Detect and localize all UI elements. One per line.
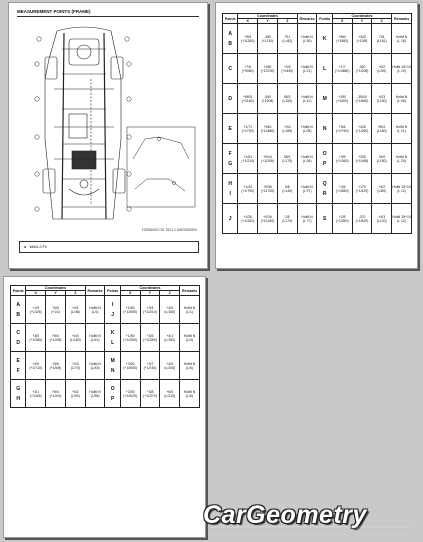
- coordinates-table: [10, 285, 200, 408]
- table-row: [11, 380, 200, 408]
- coord-y-cell: +0/36 (+11260): [258, 204, 278, 234]
- coord-z-cell: 2/5 (L170): [277, 204, 297, 234]
- point-marker-icon: G: [16, 385, 21, 392]
- coord-x-cell: +1/44 (+1/790): [238, 174, 258, 204]
- point-marker-cell: [105, 296, 120, 324]
- point-marker-icon: B: [228, 40, 232, 47]
- point-marker-cell: [223, 84, 238, 114]
- table-row: [223, 84, 412, 114]
- table-row: [11, 352, 200, 380]
- coord-z-cell: +5/0 (L/210): [160, 380, 180, 408]
- point-marker-cell: [223, 144, 238, 174]
- coordinates-page-1: [215, 2, 418, 269]
- col-remarks: Remarks: [85, 286, 105, 296]
- coord-y-cell: -540 (+1208): [258, 84, 278, 114]
- coord-y-cell: +330 (+11/68): [352, 144, 372, 174]
- page-title: MEASUREMENT POINTS (FRAME): [17, 9, 91, 14]
- point-marker-icon: E: [228, 125, 232, 132]
- coord-x-cell: +1/61 (+1/210): [238, 144, 258, 174]
- col-coordinates: Coordinates: [26, 286, 85, 291]
- coord-z-cell: +4/0 (L/160): [160, 296, 180, 324]
- coord-z-cell: 791 (L181): [372, 24, 392, 54]
- col-z: Z: [372, 19, 392, 24]
- legend-arrow-icon: ◄: [23, 245, 27, 249]
- point-marker-icon: H: [228, 180, 232, 187]
- coord-y-cell: -350/0 (+1/560): [352, 84, 372, 114]
- col-points: Points: [317, 14, 332, 24]
- coord-y-cell: +3/8 (+1/2/70): [140, 380, 160, 408]
- point-marker-icon: A: [228, 30, 232, 37]
- coord-y-cell: +5/4 (+1/2/4): [46, 380, 66, 408]
- point-marker-icon: O: [322, 150, 327, 157]
- point-marker-icon: I: [229, 190, 231, 197]
- point-marker-icon: G: [228, 160, 233, 167]
- col-points: Points: [105, 286, 120, 296]
- coord-y-cell: +0/36 (+11700): [258, 174, 278, 204]
- point-marker-cell: [317, 24, 332, 54]
- point-marker-icon: I: [111, 301, 114, 308]
- coord-x-cell: +3/9 (+1/360): [332, 144, 352, 174]
- coord-y-cell: -480 (+1210): [258, 24, 278, 54]
- point-marker-icon: J: [111, 311, 115, 318]
- remarks-cell: Holfd 15+10 (L 10): [392, 54, 412, 84]
- point-marker-cell: [105, 352, 120, 380]
- remarks-cell: Holfd N (L 20): [392, 144, 412, 174]
- coord-x-cell: +1/26 (+1/262): [238, 204, 258, 234]
- point-marker-icon: N: [322, 125, 327, 132]
- col-points: Points: [11, 286, 26, 296]
- point-marker-icon: Q: [322, 180, 327, 187]
- coord-x-cell: +5/4 (+1/760): [332, 114, 352, 144]
- coord-x-cell: +960 (+1560): [332, 24, 352, 54]
- point-marker-icon: N: [110, 367, 115, 374]
- coord-z-cell: +0/3 (L150): [372, 84, 392, 114]
- point-marker-icon: D: [228, 95, 232, 102]
- coord-z-cell: 59/4 (L160): [372, 114, 392, 144]
- legend-box: [19, 241, 199, 253]
- coord-x-cell: +1/7 (+1/4880): [332, 54, 352, 84]
- coord-y-cell: +5/6 (+1/5/6): [46, 352, 66, 380]
- point-marker-icon: M: [110, 357, 115, 364]
- point-marker-cell: [105, 324, 120, 352]
- col-x: X: [26, 291, 46, 296]
- coord-x-cell: +3/1 (+1/4/4): [26, 380, 46, 408]
- col-y: Y: [352, 19, 372, 24]
- remarks-cell: Holfd N (L 01): [297, 54, 317, 84]
- table-row: [223, 174, 412, 204]
- table-row: [223, 24, 412, 54]
- point-marker-cell: [317, 144, 332, 174]
- coord-x-cell: +1/50 (+1/2/50): [120, 324, 140, 352]
- point-marker-icon: L: [323, 65, 327, 72]
- point-marker-icon: K: [110, 329, 115, 336]
- remarks-cell: Holfd N (L/1): [180, 296, 200, 324]
- remarks-cell: Holfd N (L 06): [297, 144, 317, 174]
- col-z: Z: [160, 291, 180, 296]
- coord-y-cell: +3/5 (+1/2/60): [140, 324, 160, 352]
- point-marker-icon: L: [111, 339, 115, 346]
- point-marker-icon: A: [16, 301, 20, 308]
- remarks-cell: Holfd N (L 41): [297, 84, 317, 114]
- coord-y-cell: +3/7 (+1/240): [140, 352, 160, 380]
- point-marker-icon: M: [322, 95, 327, 102]
- remarks-cell: Holfd N (L 21): [392, 114, 412, 144]
- point-marker-cell: [105, 380, 120, 408]
- coord-y-cell: +170 (+1/420): [352, 174, 372, 204]
- table-row: [11, 324, 200, 352]
- coord-z-cell: +4/2 (L/80): [372, 174, 392, 204]
- col-remarks: Remarks: [392, 14, 412, 24]
- coordinates-page-2: [3, 276, 206, 538]
- point-marker-cell: [317, 54, 332, 84]
- remarks-cell: Holfd N (L/55): [85, 380, 105, 408]
- coord-y-cell: -370 (+1/820): [352, 204, 372, 234]
- point-marker-icon: E: [16, 357, 20, 364]
- remarks-cell: Holfd N (L 05): [297, 114, 317, 144]
- coord-z-cell: +4/1 (L/46): [65, 296, 85, 324]
- col-coordinates: Coordinates: [120, 286, 179, 291]
- remarks-cell: Holfd N (L/6): [180, 352, 200, 380]
- point-marker-icon: O: [110, 385, 115, 392]
- point-marker-cell: [223, 174, 238, 204]
- remarks-cell: Holfd 15+10 (L 12): [392, 174, 412, 204]
- table-row: [223, 114, 412, 144]
- point-marker-icon: S: [322, 215, 327, 222]
- coord-z-cell: +0/4 (L/180): [65, 324, 85, 352]
- table-row: [223, 144, 412, 174]
- legend-text: Wa01-0 Fh: [29, 245, 47, 249]
- coord-y-cell: +480 (+13700): [258, 54, 278, 84]
- point-marker-cell: [11, 352, 26, 380]
- coord-z-cell: 791 (L=82): [277, 24, 297, 54]
- coord-z-cell: +4/3 (L120): [372, 204, 392, 234]
- title-divider: [17, 16, 199, 17]
- point-marker-icon: F: [16, 367, 20, 374]
- point-marker-icon: J: [228, 215, 232, 222]
- point-marker-icon: F: [228, 150, 232, 157]
- point-marker-cell: [223, 114, 238, 144]
- remarks-cell: Holfd N (L 66): [392, 84, 412, 114]
- coord-x-cell: +9/6 (+11260): [238, 24, 258, 54]
- coord-x-cell: +1/60 (+1/3/50): [120, 296, 140, 324]
- coord-y-cell: +0/44 (+1/209): [258, 144, 278, 174]
- point-marker-cell: [11, 296, 26, 324]
- coord-z-cell: +0/0 (+0430): [277, 54, 297, 84]
- coord-z-cell: 55/1 (L170): [277, 144, 297, 174]
- point-marker-cell: [317, 174, 332, 204]
- col-remarks: Remarks: [180, 286, 200, 296]
- coord-y-cell: +3/4 (+1/2/10): [140, 296, 160, 324]
- point-marker-icon: D: [16, 339, 20, 346]
- remarks-cell: Holfd N (L/41): [85, 324, 105, 352]
- table-row: [11, 296, 200, 324]
- coord-y-cell: +430 (+1/260): [352, 114, 372, 144]
- cargeometry-watermark: CarGeometry: [203, 501, 367, 529]
- col-x: X: [238, 19, 258, 24]
- coord-x-cell: +7/6 (+9080): [238, 54, 258, 84]
- coord-y-cell: -340 (+1/208): [352, 54, 372, 84]
- frame-drawing-page: [8, 2, 208, 269]
- coordinates-table: [222, 13, 412, 234]
- point-marker-icon: B: [16, 311, 20, 318]
- col-z: Z: [65, 291, 85, 296]
- coord-x-cell: +3/00 (+1/6/00): [120, 352, 140, 380]
- table-row: [223, 204, 412, 234]
- point-marker-cell: [223, 24, 238, 54]
- coord-z-cell: +4/0 (L/240): [160, 352, 180, 380]
- remarks-cell: Holfd N (L/6): [180, 380, 200, 408]
- remarks-cell: Holfd N (L 50): [297, 24, 317, 54]
- coord-y-cell: +340 (+13/8): [352, 24, 372, 54]
- watermark-reflection: [210, 526, 410, 530]
- remarks-cell: Holfd N (L/4): [180, 324, 200, 352]
- remarks-cell: Holfd N (L 18): [392, 24, 412, 54]
- point-marker-icon: R: [322, 190, 327, 197]
- remarks-cell: Holfd 15+10 (L 12): [392, 204, 412, 234]
- coord-x-cell: +3/4 (+1/850): [332, 174, 352, 204]
- coord-x-cell: +1/71 (+1730): [238, 114, 258, 144]
- coord-y-cell: +5/4 (+1/2/8): [46, 324, 66, 352]
- point-marker-icon: C: [16, 329, 20, 336]
- col-y: Y: [258, 19, 278, 24]
- point-marker-cell: [317, 204, 332, 234]
- col-x: X: [332, 19, 352, 24]
- remarks-cell: Holfd N (L 97): [297, 174, 317, 204]
- coord-z-cell: 56/2 (L150): [277, 84, 297, 114]
- coord-x-cell: +3/5 (+1/280): [26, 324, 46, 352]
- coord-x-cell: +390 (+1500): [332, 84, 352, 114]
- coord-x-cell: +8601 (+2160): [238, 84, 258, 114]
- vehicle-frame-diagram: [9, 19, 209, 239]
- point-marker-cell: [223, 204, 238, 234]
- coord-z-cell: 5/8 (L145): [277, 174, 297, 204]
- point-marker-cell: [11, 324, 26, 352]
- coord-y-cell: +540 (+13480): [258, 114, 278, 144]
- point-marker-cell: [223, 54, 238, 84]
- coord-z-cell: +4/1 (L/150): [160, 324, 180, 352]
- remarks-cell: Holfd N (L/1): [85, 296, 105, 324]
- point-marker-icon: P: [322, 160, 327, 167]
- point-marker-icon: C: [228, 65, 232, 72]
- coord-x-cell: +2/5 (+1/350): [332, 204, 352, 234]
- col-coordinates: Coordinates: [332, 14, 391, 19]
- point-marker-icon: P: [110, 395, 115, 402]
- point-marker-cell: [11, 380, 26, 408]
- coord-x-cell: +1/9 (+1/2/6): [26, 296, 46, 324]
- coord-z-cell: +0/2 (L/90): [65, 380, 85, 408]
- drawing-caption: FOEB4000 CS1 T0V1-1.DWG0300200: [141, 228, 197, 232]
- point-marker-icon: H: [16, 395, 20, 402]
- coord-z-cell: +0/4 (L155): [277, 114, 297, 144]
- coord-x-cell: +4/5 (+1/710): [26, 352, 46, 380]
- coord-z-cell: +6/0 (L150): [372, 144, 392, 174]
- point-marker-cell: [317, 84, 332, 114]
- col-z: Z: [277, 19, 297, 24]
- remarks-cell: Holfd N (L/43): [85, 352, 105, 380]
- col-x: X: [120, 291, 140, 296]
- table-row: [223, 54, 412, 84]
- col-y: Y: [140, 291, 160, 296]
- col-coordinates: Coordinates: [238, 14, 297, 19]
- coord-y-cell: +0/5 (+1/1): [46, 296, 66, 324]
- coord-z-cell: +0/2 (L/30): [372, 54, 392, 84]
- col-remarks: Remarks: [297, 14, 317, 24]
- coord-x-cell: +3/30 (+1/5/20): [120, 380, 140, 408]
- point-marker-icon: K: [322, 35, 327, 42]
- point-marker-cell: [317, 114, 332, 144]
- col-y: Y: [46, 291, 66, 296]
- coord-z-cell: +0/3 (L/70): [65, 352, 85, 380]
- remarks-cell: Holfd N (L 77): [297, 204, 317, 234]
- col-points: Points: [223, 14, 238, 24]
